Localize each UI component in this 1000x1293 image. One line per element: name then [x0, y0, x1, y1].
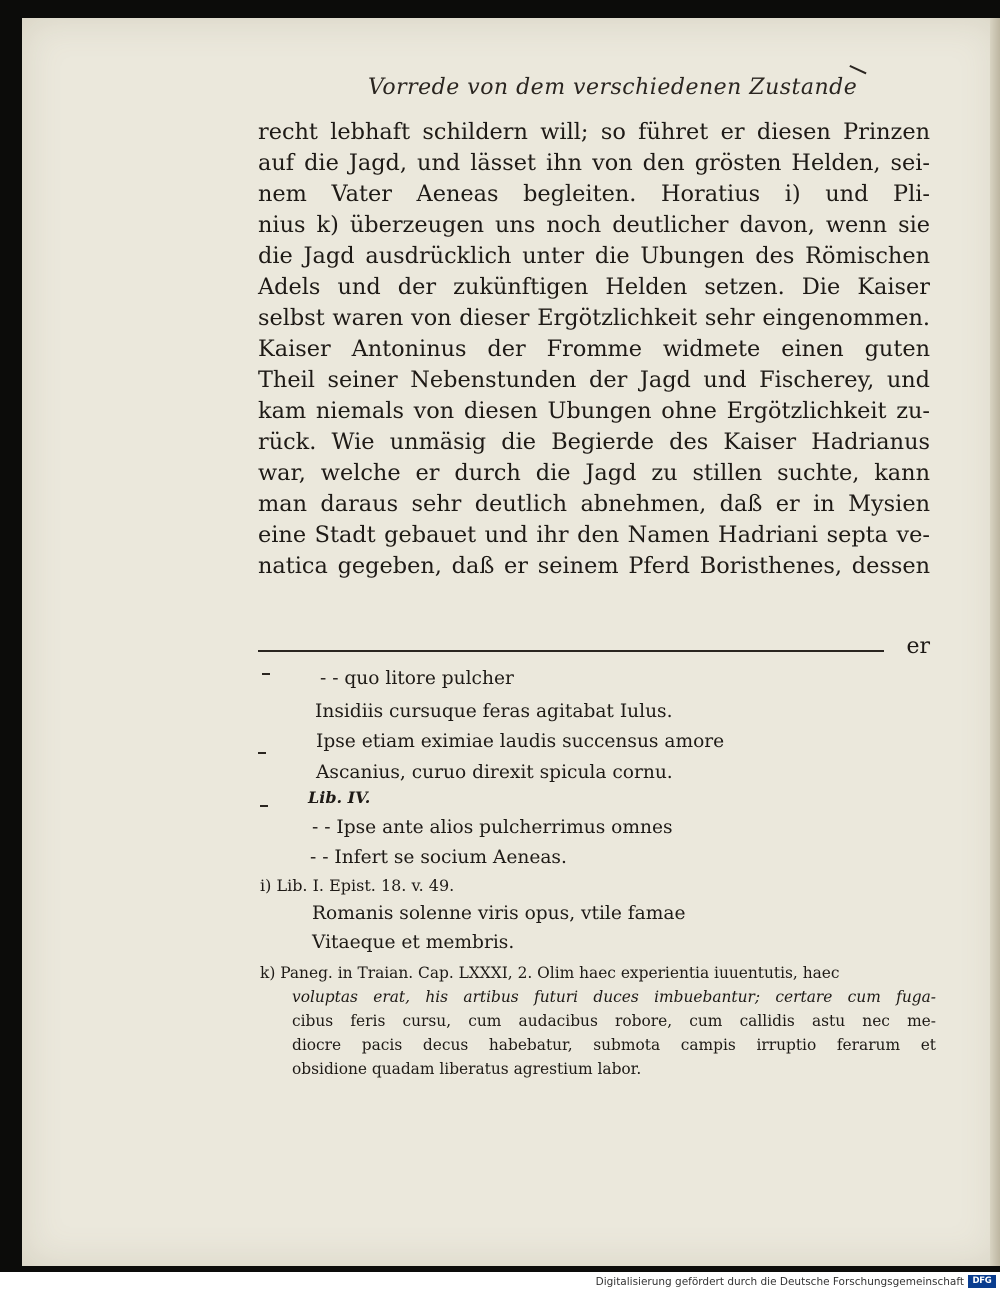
- quote-line: Vitaeque et membris.: [312, 932, 515, 953]
- footnote-k-line: voluptas erat, his artibus futuri duces imbuebantur; certare cum fuga-: [292, 988, 936, 1006]
- page-edge: [990, 18, 1000, 1266]
- footnote-k-line: obsidione quadam liberatus agrestium labor.: [292, 1060, 642, 1078]
- quote-line: Ipse etiam eximiae laudis succensus amore: [316, 731, 725, 752]
- quote-line: - - Infert se socium Aeneas.: [310, 847, 567, 868]
- text-line: rück. Wie unmäsig die Begierde des Kaiser Hadrianus: [258, 429, 930, 455]
- text-line: man daraus sehr deutlich abnehmen, daß er in Mysien: [258, 491, 930, 517]
- text-line: selbst waren von dieser Ergötzlichkeit sehr eingenommen.: [258, 305, 930, 331]
- quote-line: Romanis solenne viris opus, vtile famae: [312, 903, 686, 924]
- margin-mark: [262, 673, 270, 675]
- quote-line: - - quo litore pulcher: [320, 668, 514, 689]
- text-line: Adels und der zukünftigen Helden setzen. Die Kaiser: [258, 274, 930, 300]
- text-line: nius k) überzeugen uns noch deutlicher davon, wenn sie: [258, 212, 930, 238]
- text-line: war, welche er durch die Jagd zu stillen suchte, kann: [258, 460, 930, 486]
- catchword-row: [258, 634, 930, 664]
- text-line: natica gegeben, daß er seinem Pferd Boristhenes, dessen: [258, 553, 930, 579]
- dfg-logo: DFG: [968, 1275, 996, 1288]
- book-reference: Lib. IV.: [308, 788, 371, 807]
- text-line: auf die Jagd, und lässet ihn von den grösten Helden, sei-: [258, 150, 930, 176]
- quote-line: Ascanius, curuo direxit spicula cornu.: [316, 762, 673, 783]
- catchword: er: [906, 634, 930, 659]
- running-head: Vorrede von dem verschiedenen Zustande: [368, 75, 858, 100]
- quote-line: - - Ipse ante alios pulcherrimus omnes: [312, 817, 673, 838]
- text-line: die Jagd ausdrücklich unter die Ubungen des Römischen: [258, 243, 930, 269]
- margin-mark: [258, 752, 266, 754]
- text-line: Kaiser Antoninus der Fromme widmete einen guten: [258, 336, 930, 362]
- text-line: kam niemals von diesen Ubungen ohne Ergötzlichkeit zu-: [258, 398, 930, 424]
- funding-credit: Digitalisierung gefördert durch die Deutsche Forschungsgemeinschaft: [595, 1276, 964, 1288]
- footnote-k-line: cibus feris cursu, cum audacibus robore, cum callidis astu nec me-: [292, 1012, 936, 1030]
- margin-mark: [260, 805, 268, 807]
- text-line: nem Vater Aeneas begleiten. Horatius i) und Pli-: [258, 181, 930, 207]
- footnote-k-line: k) Paneg. in Traian. Cap. LXXXI, 2. Olim haec experientia iuuentutis, haec: [260, 964, 840, 982]
- footnote-i-reference: i) Lib. I. Epist. 18. v. 49.: [260, 876, 455, 895]
- text-line: Theil seiner Nebenstunden der Jagd und Fischerey, und: [258, 367, 930, 393]
- quote-line: Insidiis cursuque feras agitabat Iulus.: [315, 701, 673, 722]
- text-line: recht lebhaft schildern will; so führet er diesen Prinzen: [258, 119, 930, 145]
- main-text-block: [258, 117, 930, 582]
- text-line: eine Stadt gebauet und ihr den Namen Hadriani septa ve-: [258, 522, 930, 548]
- footnote-k-line: diocre pacis decus habebatur, submota campis irruptio ferarum et: [292, 1036, 936, 1054]
- footnote-rule: [258, 650, 884, 652]
